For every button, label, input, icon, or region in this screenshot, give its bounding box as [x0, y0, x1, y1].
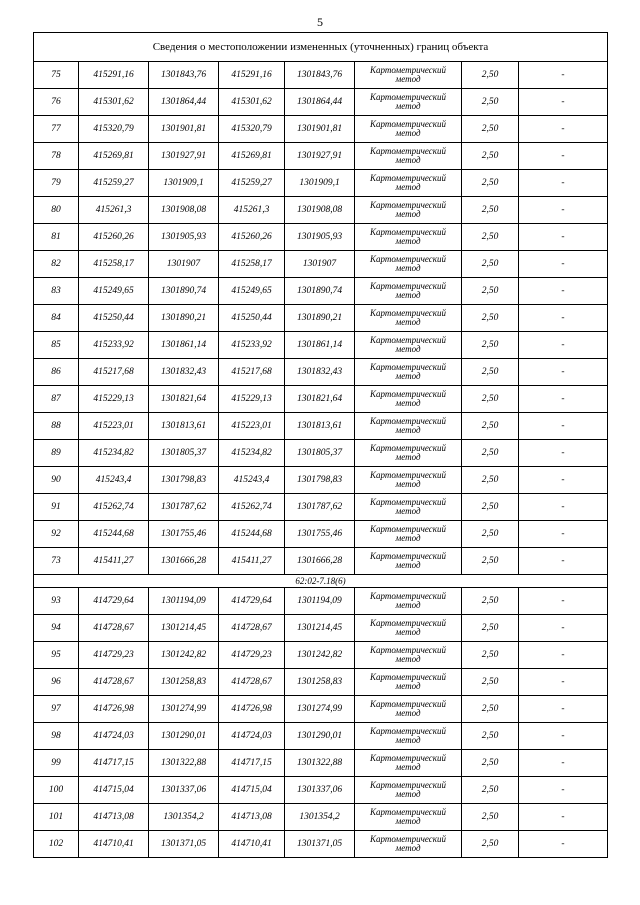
existing-y-cell: 1301194,09 [149, 588, 219, 615]
description-cell: - [519, 251, 608, 278]
description-cell: - [519, 170, 608, 197]
point-number-cell: 101 [34, 804, 79, 831]
existing-y-cell: 1301927,91 [149, 143, 219, 170]
existing-x-cell: 414729,23 [79, 642, 149, 669]
existing-x-cell: 415223,01 [79, 413, 149, 440]
refined-x-cell: 414729,64 [219, 588, 285, 615]
existing-y-cell: 1301861,14 [149, 332, 219, 359]
refined-y-cell: 1301274,99 [285, 696, 355, 723]
accuracy-cell: 2,50 [462, 615, 519, 642]
point-number-cell: 77 [34, 116, 79, 143]
existing-x-cell: 415217,68 [79, 359, 149, 386]
point-number-cell: 87 [34, 386, 79, 413]
description-cell: - [519, 440, 608, 467]
table-row [34, 197, 608, 224]
table-row [34, 467, 608, 494]
description-cell: - [519, 723, 608, 750]
point-number-cell: 80 [34, 197, 79, 224]
description-cell: - [519, 642, 608, 669]
table-row [34, 615, 608, 642]
refined-y-cell: 1301864,44 [285, 89, 355, 116]
refined-y-cell: 1301843,76 [285, 62, 355, 89]
refined-y-cell: 1301927,91 [285, 143, 355, 170]
description-cell: - [519, 696, 608, 723]
existing-y-cell: 1301909,1 [149, 170, 219, 197]
method-cell: Картометрический метод [355, 831, 462, 858]
table-row [34, 777, 608, 804]
existing-y-cell: 1301274,99 [149, 696, 219, 723]
refined-x-cell: 414724,03 [219, 723, 285, 750]
description-cell: - [519, 224, 608, 251]
refined-y-cell: 1301905,93 [285, 224, 355, 251]
existing-x-cell: 415411,27 [79, 548, 149, 575]
accuracy-cell: 2,50 [462, 494, 519, 521]
refined-y-cell: 1301907 [285, 251, 355, 278]
accuracy-cell: 2,50 [462, 62, 519, 89]
refined-x-cell: 415217,68 [219, 359, 285, 386]
existing-y-cell: 1301832,43 [149, 359, 219, 386]
refined-x-cell: 415291,16 [219, 62, 285, 89]
refined-y-cell: 1301901,81 [285, 116, 355, 143]
existing-y-cell: 1301890,74 [149, 278, 219, 305]
refined-y-cell: 1301258,83 [285, 669, 355, 696]
existing-x-cell: 415234,82 [79, 440, 149, 467]
method-cell: Картометрический метод [355, 521, 462, 548]
description-cell: - [519, 494, 608, 521]
accuracy-cell: 2,50 [462, 359, 519, 386]
accuracy-cell: 2,50 [462, 251, 519, 278]
point-number-cell: 88 [34, 413, 79, 440]
method-cell: Картометрический метод [355, 467, 462, 494]
description-cell: - [519, 750, 608, 777]
description-cell: - [519, 278, 608, 305]
refined-y-cell: 1301805,37 [285, 440, 355, 467]
existing-y-cell: 1301907 [149, 251, 219, 278]
point-number-cell: 99 [34, 750, 79, 777]
point-number-cell: 89 [34, 440, 79, 467]
refined-x-cell: 415258,17 [219, 251, 285, 278]
existing-x-cell: 414717,15 [79, 750, 149, 777]
existing-y-cell: 1301901,81 [149, 116, 219, 143]
table-row [34, 224, 608, 251]
description-cell: - [519, 116, 608, 143]
accuracy-cell: 2,50 [462, 170, 519, 197]
existing-x-cell: 415291,16 [79, 62, 149, 89]
refined-x-cell: 415223,01 [219, 413, 285, 440]
method-cell: Картометрический метод [355, 278, 462, 305]
method-cell: Картометрический метод [355, 777, 462, 804]
method-cell: Картометрический метод [355, 494, 462, 521]
refined-y-cell: 1301322,88 [285, 750, 355, 777]
description-cell: - [519, 305, 608, 332]
refined-y-cell: 1301890,21 [285, 305, 355, 332]
refined-x-cell: 415320,79 [219, 116, 285, 143]
existing-x-cell: 415260,26 [79, 224, 149, 251]
method-cell: Картометрический метод [355, 548, 462, 575]
refined-y-cell: 1301214,45 [285, 615, 355, 642]
refined-y-cell: 1301666,28 [285, 548, 355, 575]
method-cell: Картометрический метод [355, 170, 462, 197]
existing-x-cell: 415259,27 [79, 170, 149, 197]
existing-y-cell: 1301755,46 [149, 521, 219, 548]
existing-y-cell: 1301864,44 [149, 89, 219, 116]
refined-x-cell: 414710,41 [219, 831, 285, 858]
existing-y-cell: 1301787,62 [149, 494, 219, 521]
refined-y-cell: 1301908,08 [285, 197, 355, 224]
table-row [34, 696, 608, 723]
refined-x-cell: 415229,13 [219, 386, 285, 413]
accuracy-cell: 2,50 [462, 278, 519, 305]
refined-y-cell: 1301787,62 [285, 494, 355, 521]
existing-x-cell: 415320,79 [79, 116, 149, 143]
refined-x-cell: 415260,26 [219, 224, 285, 251]
existing-x-cell: 415262,74 [79, 494, 149, 521]
refined-y-cell: 1301290,01 [285, 723, 355, 750]
section-label: 62:02-7.18(6) [34, 575, 608, 588]
point-number-cell: 94 [34, 615, 79, 642]
existing-x-cell: 415244,68 [79, 521, 149, 548]
description-cell: - [519, 62, 608, 89]
refined-x-cell: 415261,3 [219, 197, 285, 224]
description-cell: - [519, 548, 608, 575]
accuracy-cell: 2,50 [462, 696, 519, 723]
point-number-cell: 75 [34, 62, 79, 89]
refined-x-cell: 415259,27 [219, 170, 285, 197]
existing-x-cell: 415301,62 [79, 89, 149, 116]
existing-y-cell: 1301908,08 [149, 197, 219, 224]
accuracy-cell: 2,50 [462, 750, 519, 777]
point-number-cell: 102 [34, 831, 79, 858]
point-number-cell: 98 [34, 723, 79, 750]
existing-x-cell: 414715,04 [79, 777, 149, 804]
existing-x-cell: 415269,81 [79, 143, 149, 170]
point-number-cell: 86 [34, 359, 79, 386]
method-cell: Картометрический метод [355, 750, 462, 777]
existing-x-cell: 414724,03 [79, 723, 149, 750]
existing-x-cell: 414726,98 [79, 696, 149, 723]
existing-x-cell: 414728,67 [79, 669, 149, 696]
description-cell: - [519, 804, 608, 831]
table-row [34, 251, 608, 278]
point-number-cell: 95 [34, 642, 79, 669]
refined-y-cell: 1301755,46 [285, 521, 355, 548]
point-number-cell: 81 [34, 224, 79, 251]
method-cell: Картометрический метод [355, 62, 462, 89]
existing-y-cell: 1301821,64 [149, 386, 219, 413]
existing-y-cell: 1301890,21 [149, 305, 219, 332]
existing-x-cell: 415229,13 [79, 386, 149, 413]
refined-y-cell: 1301909,1 [285, 170, 355, 197]
point-number-cell: 100 [34, 777, 79, 804]
method-cell: Картометрический метод [355, 224, 462, 251]
refined-x-cell: 415233,92 [219, 332, 285, 359]
accuracy-cell: 2,50 [462, 548, 519, 575]
table-row [34, 278, 608, 305]
refined-x-cell: 414717,15 [219, 750, 285, 777]
accuracy-cell: 2,50 [462, 332, 519, 359]
description-cell: - [519, 197, 608, 224]
method-cell: Картометрический метод [355, 696, 462, 723]
table-row [34, 143, 608, 170]
table-row [34, 305, 608, 332]
refined-x-cell: 415244,68 [219, 521, 285, 548]
table-title-row [34, 33, 608, 62]
method-cell: Картометрический метод [355, 615, 462, 642]
table-row [34, 440, 608, 467]
table-row [34, 386, 608, 413]
refined-y-cell: 1301337,06 [285, 777, 355, 804]
refined-y-cell: 1301194,09 [285, 588, 355, 615]
table-row [34, 750, 608, 777]
point-number-cell: 78 [34, 143, 79, 170]
accuracy-cell: 2,50 [462, 305, 519, 332]
description-cell: - [519, 359, 608, 386]
existing-x-cell: 414710,41 [79, 831, 149, 858]
method-cell: Картометрический метод [355, 251, 462, 278]
accuracy-cell: 2,50 [462, 723, 519, 750]
refined-x-cell: 414728,67 [219, 669, 285, 696]
existing-y-cell: 1301805,37 [149, 440, 219, 467]
refined-x-cell: 415301,62 [219, 89, 285, 116]
refined-x-cell: 415269,81 [219, 143, 285, 170]
existing-x-cell: 415233,92 [79, 332, 149, 359]
section-header-row [34, 575, 608, 588]
point-number-cell: 82 [34, 251, 79, 278]
point-number-cell: 73 [34, 548, 79, 575]
table-row [34, 548, 608, 575]
method-cell: Картометрический метод [355, 359, 462, 386]
refined-y-cell: 1301832,43 [285, 359, 355, 386]
table-title: Сведения о местоположении измененных (уточненных) границ объекта [34, 33, 608, 62]
table-row [34, 89, 608, 116]
accuracy-cell: 2,50 [462, 440, 519, 467]
description-cell: - [519, 669, 608, 696]
method-cell: Картометрический метод [355, 116, 462, 143]
existing-x-cell: 414713,08 [79, 804, 149, 831]
refined-x-cell: 414728,67 [219, 615, 285, 642]
table-row [34, 170, 608, 197]
refined-y-cell: 1301371,05 [285, 831, 355, 858]
existing-x-cell: 415249,65 [79, 278, 149, 305]
point-number-cell: 84 [34, 305, 79, 332]
method-cell: Картометрический метод [355, 197, 462, 224]
description-cell: - [519, 413, 608, 440]
table-row [34, 116, 608, 143]
existing-y-cell: 1301905,93 [149, 224, 219, 251]
refined-x-cell: 415249,65 [219, 278, 285, 305]
existing-x-cell: 415258,17 [79, 251, 149, 278]
existing-y-cell: 1301813,61 [149, 413, 219, 440]
refined-x-cell: 414713,08 [219, 804, 285, 831]
description-cell: - [519, 332, 608, 359]
existing-x-cell: 415243,4 [79, 467, 149, 494]
accuracy-cell: 2,50 [462, 804, 519, 831]
description-cell: - [519, 89, 608, 116]
refined-y-cell: 1301798,83 [285, 467, 355, 494]
accuracy-cell: 2,50 [462, 777, 519, 804]
point-number-cell: 79 [34, 170, 79, 197]
refined-x-cell: 415262,74 [219, 494, 285, 521]
description-cell: - [519, 143, 608, 170]
table-row [34, 723, 608, 750]
point-number-cell: 96 [34, 669, 79, 696]
refined-x-cell: 414715,04 [219, 777, 285, 804]
accuracy-cell: 2,50 [462, 642, 519, 669]
method-cell: Картометрический метод [355, 642, 462, 669]
point-number-cell: 83 [34, 278, 79, 305]
description-cell: - [519, 588, 608, 615]
page-number: 5 [317, 15, 323, 29]
method-cell: Картометрический метод [355, 804, 462, 831]
table-row [34, 831, 608, 858]
method-cell: Картометрический метод [355, 413, 462, 440]
accuracy-cell: 2,50 [462, 521, 519, 548]
point-number-cell: 93 [34, 588, 79, 615]
accuracy-cell: 2,50 [462, 224, 519, 251]
accuracy-cell: 2,50 [462, 669, 519, 696]
description-cell: - [519, 615, 608, 642]
table-row [34, 413, 608, 440]
accuracy-cell: 2,50 [462, 588, 519, 615]
existing-y-cell: 1301290,01 [149, 723, 219, 750]
refined-x-cell: 415234,82 [219, 440, 285, 467]
table-row [34, 588, 608, 615]
method-cell: Картометрический метод [355, 588, 462, 615]
existing-y-cell: 1301214,45 [149, 615, 219, 642]
accuracy-cell: 2,50 [462, 467, 519, 494]
description-cell: - [519, 831, 608, 858]
refined-y-cell: 1301354,2 [285, 804, 355, 831]
existing-x-cell: 415250,44 [79, 305, 149, 332]
table-row [34, 494, 608, 521]
method-cell: Картометрический метод [355, 305, 462, 332]
table-row [34, 804, 608, 831]
point-number-cell: 91 [34, 494, 79, 521]
table-row [34, 332, 608, 359]
existing-y-cell: 1301258,83 [149, 669, 219, 696]
accuracy-cell: 2,50 [462, 116, 519, 143]
description-cell: - [519, 467, 608, 494]
point-number-cell: 85 [34, 332, 79, 359]
existing-y-cell: 1301843,76 [149, 62, 219, 89]
existing-y-cell: 1301322,88 [149, 750, 219, 777]
refined-x-cell: 414726,98 [219, 696, 285, 723]
accuracy-cell: 2,50 [462, 197, 519, 224]
point-number-cell: 97 [34, 696, 79, 723]
method-cell: Картометрический метод [355, 332, 462, 359]
accuracy-cell: 2,50 [462, 831, 519, 858]
table-row [34, 642, 608, 669]
refined-y-cell: 1301242,82 [285, 642, 355, 669]
refined-y-cell: 1301890,74 [285, 278, 355, 305]
accuracy-cell: 2,50 [462, 413, 519, 440]
existing-x-cell: 414729,64 [79, 588, 149, 615]
method-cell: Картометрический метод [355, 143, 462, 170]
description-cell: - [519, 777, 608, 804]
refined-y-cell: 1301861,14 [285, 332, 355, 359]
existing-y-cell: 1301242,82 [149, 642, 219, 669]
point-number-cell: 92 [34, 521, 79, 548]
refined-x-cell: 415411,27 [219, 548, 285, 575]
method-cell: Картометрический метод [355, 669, 462, 696]
refined-y-cell: 1301821,64 [285, 386, 355, 413]
point-number-cell: 90 [34, 467, 79, 494]
description-cell: - [519, 521, 608, 548]
existing-x-cell: 415261,3 [79, 197, 149, 224]
existing-y-cell: 1301354,2 [149, 804, 219, 831]
accuracy-cell: 2,50 [462, 89, 519, 116]
existing-x-cell: 414728,67 [79, 615, 149, 642]
refined-x-cell: 415243,4 [219, 467, 285, 494]
table-row [34, 669, 608, 696]
table-row [34, 62, 608, 89]
boundary-coordinates-table [33, 32, 608, 858]
existing-y-cell: 1301337,06 [149, 777, 219, 804]
method-cell: Картометрический метод [355, 386, 462, 413]
refined-x-cell: 414729,23 [219, 642, 285, 669]
table-row [34, 521, 608, 548]
method-cell: Картометрический метод [355, 440, 462, 467]
refined-y-cell: 1301813,61 [285, 413, 355, 440]
description-cell: - [519, 386, 608, 413]
existing-y-cell: 1301371,05 [149, 831, 219, 858]
accuracy-cell: 2,50 [462, 386, 519, 413]
existing-y-cell: 1301666,28 [149, 548, 219, 575]
refined-x-cell: 415250,44 [219, 305, 285, 332]
table-row [34, 359, 608, 386]
existing-y-cell: 1301798,83 [149, 467, 219, 494]
point-number-cell: 76 [34, 89, 79, 116]
method-cell: Картометрический метод [355, 89, 462, 116]
method-cell: Картометрический метод [355, 723, 462, 750]
accuracy-cell: 2,50 [462, 143, 519, 170]
